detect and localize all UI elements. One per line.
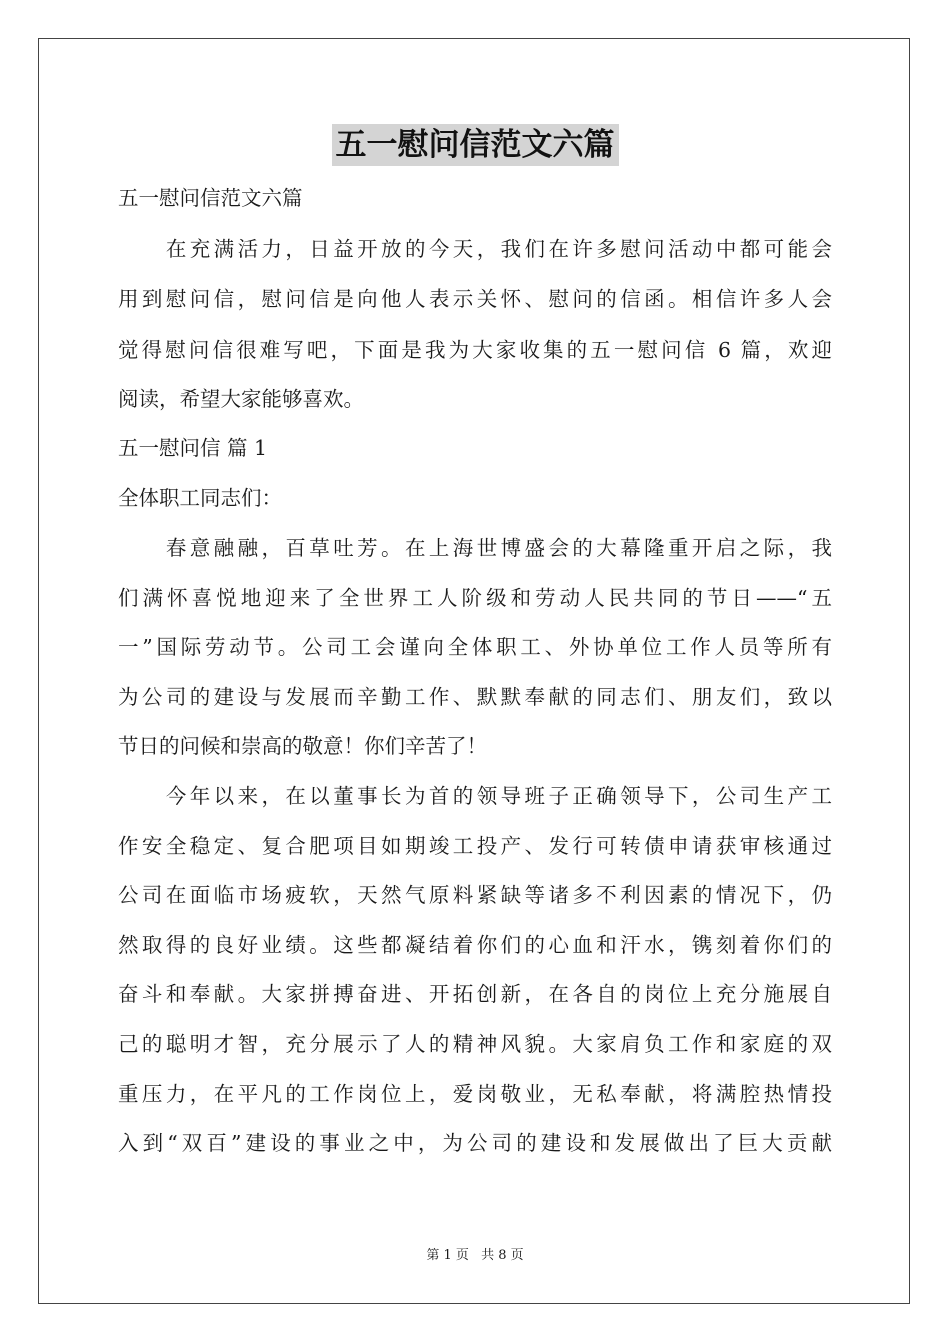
- text-line: 入到“双百”建设的事业之中，为公司的建设和发展做出了巨大贡献: [118, 1131, 832, 1155]
- text-line: 节日的问候和崇高的敬意！你们辛苦了！: [118, 734, 487, 758]
- page-footer: [0, 1247, 950, 1265]
- text-line: 重压力，在平凡的工作岗位上，爱岗敬业，无私奉献，将满腔热情投: [118, 1082, 832, 1106]
- text-line: 奋斗和奉献。大家拼搏奋进、开拓创新，在各自的岗位上充分施展自: [118, 982, 832, 1006]
- title-container: [0, 124, 950, 166]
- subtitle-line: 五一慰问信范文六篇: [118, 186, 303, 210]
- text-line: 春意融融，百草吐芳。在上海世博盛会的大幕隆重开启之际，我: [118, 536, 832, 560]
- text-line: 觉得慰问信很难写吧，下面是我为大家收集的五一慰问信 6 篇，欢迎: [118, 338, 832, 362]
- text-line: 用到慰问信，慰问信是向他人表示关怀、慰问的信函。相信许多人会: [118, 287, 832, 311]
- text-line: 今年以来，在以董事长为首的领导班子正确领导下，公司生产工: [118, 784, 832, 808]
- document-title: 五一慰问信范文六篇: [332, 124, 619, 166]
- text-line: 们满怀喜悦地迎来了全世界工人阶级和劳动人民共同的节日——“五: [118, 586, 832, 610]
- text-line: 一”国际劳动节。公司工会谨向全体职工、外协单位工作人员等所有: [118, 635, 832, 659]
- section-heading: 五一慰问信 篇 1: [118, 436, 268, 460]
- salutation-line: 全体职工同志们：: [118, 486, 282, 510]
- text-line: 为公司的建设与发展而辛勤工作、默默奉献的同志们、朋友们，致以: [118, 685, 832, 709]
- text-line: 在充满活力，日益开放的今天，我们在许多慰问活动中都可能会: [118, 237, 832, 261]
- text-line: 作安全稳定、复合肥项目如期竣工投产、发行可转债申请获审核通过: [118, 834, 832, 858]
- text-line: 公司在面临市场疲软，天然气原料紧缺等诸多不利因素的情况下，仍: [118, 883, 832, 907]
- text-line: 阅读，希望大家能够喜欢。: [118, 387, 364, 411]
- page-number: 第 1 页: [426, 1248, 469, 1263]
- page-border: [38, 38, 910, 1304]
- text-line: 己的聪明才智，充分展示了人的精神风貌。大家肩负工作和家庭的双: [118, 1032, 832, 1056]
- total-pages: 共 8 页: [481, 1248, 524, 1263]
- text-line: 然取得的良好业绩。这些都凝结着你们的心血和汗水，镌刻着你们的: [118, 933, 832, 957]
